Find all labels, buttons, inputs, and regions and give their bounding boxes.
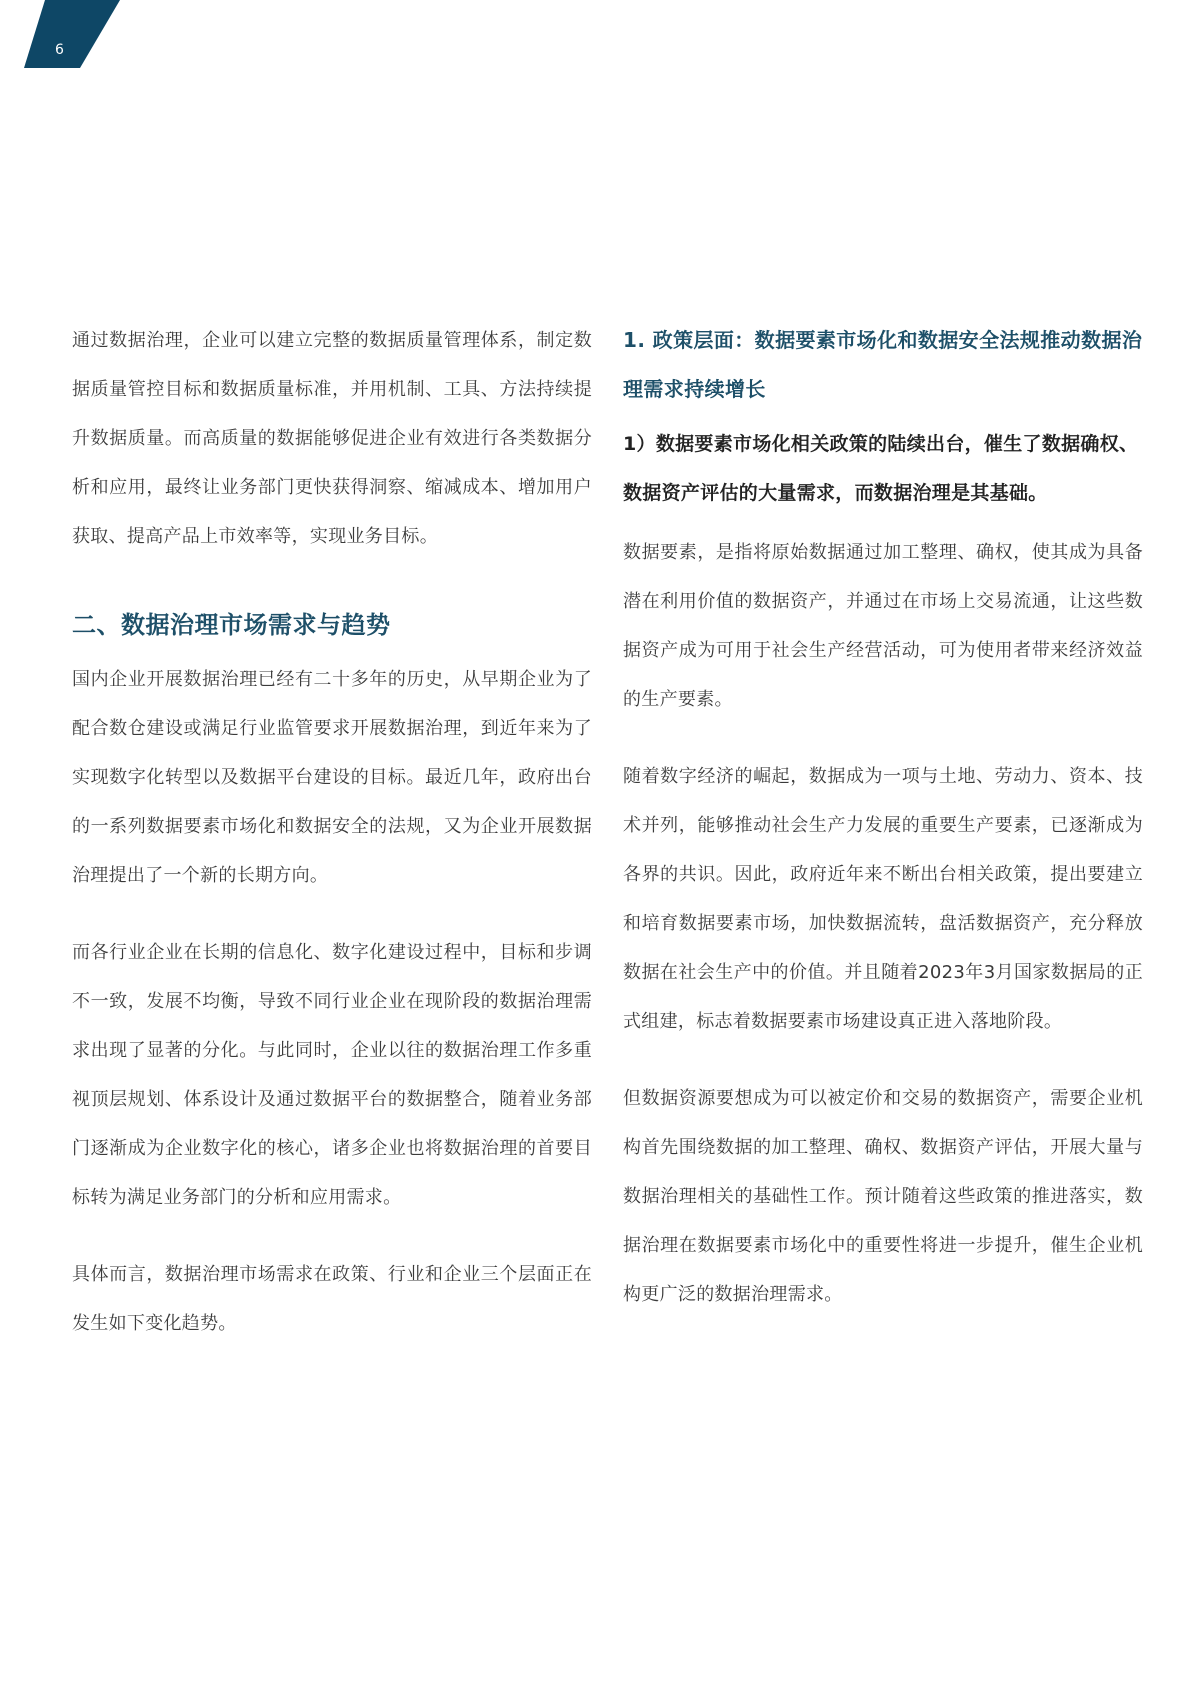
body-paragraph: 但数据资源要想成为可以被定价和交易的数据资产，需要企业机构首先围绕数据的加工整理、确权、数据资产评估，开展大量与数据治理相关的基础性工作。预计随着这些政策的推进落实，数据治理在数据要素市场化中的重要性将进一步提升，催生企业机构更广泛的数据治理需求。 — [623, 1088, 1143, 1305]
body-paragraph: 国内企业开展数据治理已经有二十多年的历史，从早期企业为了配合数仓建设或满足行业监管要求开展数据治理，到近年来为了实现数字化转型以及数据平台建设的目标。最近几年，政府出台的一系列数据要素市场化和数据安全的法规，又为企业开展数据治理提出了一个新的长期方向。 — [72, 669, 592, 886]
subsection-heading: 1. 政策层面：数据要素市场化和数据安全法规推动数据治理需求持续增长 — [623, 328, 1143, 401]
section-heading: 二、数据治理市场需求与趋势 — [72, 611, 391, 639]
right-column — [623, 316, 1143, 1319]
left-column — [72, 316, 592, 1348]
point-heading: 1）数据要素市场化相关政策的陆续出台，催生了数据确权、数据资产评估的大量需求，而数据治理是其基础。 — [623, 433, 1139, 504]
body-paragraph: 数据要素，是指将原始数据通过加工整理、确权，使其成为具备潜在利用价值的数据资产，并通过在市场上交易流通，让这些数据资产成为可用于社会生产经营活动，可为使用者带来经济效益的生产要素。 — [623, 542, 1143, 710]
page-number-tab — [0, 0, 130, 70]
body-paragraph: 随着数字经济的崛起，数据成为一项与土地、劳动力、资本、技术并列，能够推动社会生产力发展的重要生产要素，已逐渐成为各界的共识。因此，政府近年来不断出台相关政策，提出要建立和培育数据要素市场，加快数据流转，盘活数据资产，充分释放数据在社会生产中的价值。并且随着2023年3月国家数据局的正式组建，标志着数据要素市场建设真正进入落地阶段。 — [623, 766, 1143, 1032]
intro-paragraph: 通过数据治理，企业可以建立完整的数据质量管理体系，制定数据质量管控目标和数据质量标准，并用机制、工具、方法持续提升数据质量。而高质量的数据能够促进企业有效进行各类数据分析和应用，最终让业务部门更快获得洞察、缩减成本、增加用户获取、提高产品上市效率等，实现业务目标。 — [72, 330, 592, 547]
page-tab-shape — [0, 0, 130, 70]
page-number: 6 — [55, 42, 64, 58]
body-paragraph: 具体而言，数据治理市场需求在政策、行业和企业三个层面正在发生如下变化趋势。 — [72, 1264, 592, 1334]
body-paragraph: 而各行业企业在长期的信息化、数字化建设过程中，目标和步调不一致，发展不均衡，导致不同行业企业在现阶段的数据治理需求出现了显著的分化。与此同时，企业以往的数据治理工作多重视顶层规划、体系设计及通过数据平台的数据整合，随着业务部门逐渐成为企业数字化的核心，诸多企业也将数据治理的首要目标转为满足业务部门的分析和应用需求。 — [72, 942, 592, 1208]
